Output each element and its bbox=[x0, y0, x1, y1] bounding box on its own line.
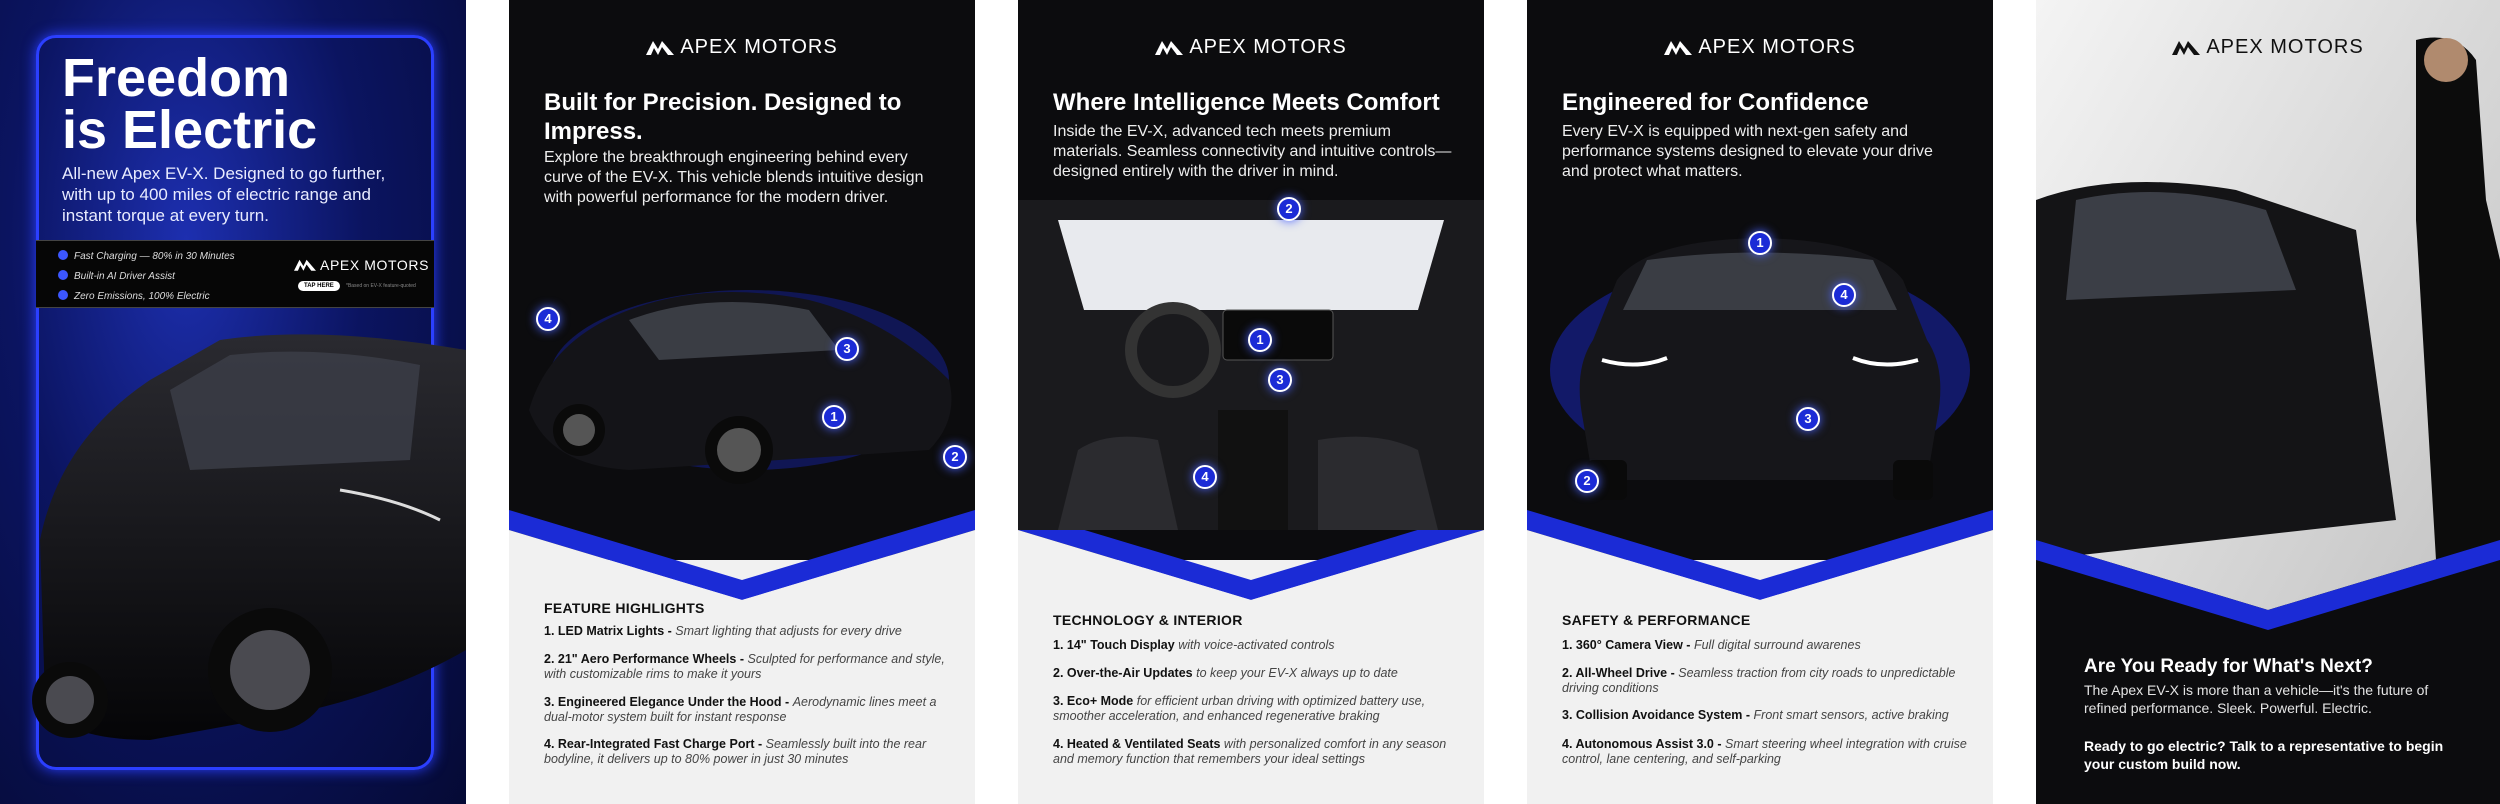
leaf-icon bbox=[58, 290, 68, 300]
car-image bbox=[509, 250, 975, 510]
feature-item: 1. 14" Touch Display with voice-activated controls bbox=[1053, 638, 1335, 652]
brand-mark-icon bbox=[2172, 39, 2200, 55]
hotspot-3[interactable]: 3 bbox=[835, 337, 859, 361]
brand-mark-icon bbox=[294, 258, 316, 271]
hotspot-1[interactable]: 1 bbox=[1248, 328, 1272, 352]
feature-item: 4. Autonomous Assist 3.0 - Smart steering wheel integration with cruise control, lane centering, and self-parking bbox=[1562, 737, 1967, 766]
car-side-image bbox=[0, 320, 466, 770]
hotspot-1[interactable]: 1 bbox=[822, 405, 846, 429]
cta-callout[interactable]: Ready to go electric? Talk to a representative to begin your custom build now. bbox=[2084, 738, 2444, 772]
chevron-accent bbox=[1527, 510, 1993, 620]
hotspot-4[interactable]: 4 bbox=[536, 307, 560, 331]
brand-logo: APEX MOTORS bbox=[1018, 36, 1484, 59]
feature-item: 1. LED Matrix Lights - Smart lighting that adjusts for every drive bbox=[544, 624, 902, 638]
ai-icon bbox=[58, 270, 68, 280]
hotspot-4[interactable]: 4 bbox=[1832, 283, 1856, 307]
section-heading: FEATURE HIGHLIGHTS bbox=[544, 600, 705, 616]
feature-item: 1. 360° Camera View - Full digital surround awarenes bbox=[1562, 638, 1861, 652]
info-row: Built-in AI Driver Assist bbox=[58, 270, 175, 282]
brand-mark-icon bbox=[1155, 39, 1183, 55]
section-heading: TECHNOLOGY & INTERIOR bbox=[1053, 612, 1243, 628]
feature-item: 4. Heated & Ventilated Seats with personalized comfort in any season and memory function that remembers your ideal settings bbox=[1053, 737, 1447, 766]
interior-panel bbox=[1018, 0, 1484, 804]
tap-here-button[interactable]: TAP HERE bbox=[298, 281, 340, 291]
hotspot-2[interactable]: 2 bbox=[1277, 197, 1301, 221]
section-heading: SAFETY & PERFORMANCE bbox=[1562, 612, 1751, 628]
headline: Freedom is Electric bbox=[62, 48, 318, 160]
cta-text: The Apex EV-X is more than a vehicle—it's the future of refined performance. Sleek. Powerful. Electric. bbox=[2084, 682, 2429, 716]
bolt-icon bbox=[58, 250, 68, 260]
feature-item: 2. All-Wheel Drive - Seamless traction from city roads to unpredictable driving conditions bbox=[1562, 666, 1956, 695]
brand-logo: APEX MOTORS bbox=[509, 36, 975, 59]
cover-panel bbox=[0, 0, 466, 804]
hotspot-4[interactable]: 4 bbox=[1193, 465, 1217, 489]
cta-panel bbox=[2036, 0, 2500, 804]
panel-desc: Explore the breakthrough engineering behind every curve of the EV-X. This vehicle blends intuitive design with powerful performance for the modern driver. bbox=[544, 149, 924, 206]
panel-title: Where Intelligence Meets Comfort bbox=[1053, 89, 1440, 116]
brand-mark-icon bbox=[1664, 39, 1692, 55]
feature-item: 2. 21" Aero Performance Wheels - Sculpted for performance and style, with customizable rims to make it yours bbox=[544, 652, 945, 681]
panel-title: Built for Precision. Designed to Impress. bbox=[544, 89, 902, 145]
info-row: Zero Emissions, 100% Electric bbox=[58, 290, 210, 302]
feature-item: 3. Eco+ Mode for efficient urban driving with optimized battery use, smoother acceleration, and enhanced regenerative braking bbox=[1053, 694, 1426, 723]
subtext: All-new Apex EV-X. Designed to go further, with up to 400 miles of electric range and instant torque at every turn. bbox=[62, 164, 386, 225]
brand-logo: APEX MOTORS bbox=[294, 257, 429, 273]
info-bar bbox=[36, 240, 434, 308]
cta-headline: Are You Ready for What's Next? bbox=[2084, 656, 2373, 677]
safety-panel bbox=[1527, 0, 1993, 804]
panel-desc: Every EV-X is equipped with next-gen safety and performance systems designed to elevate your drive and protect what matters. bbox=[1562, 123, 1933, 180]
car-front-image bbox=[1527, 220, 1993, 510]
hotspot-1[interactable]: 1 bbox=[1748, 231, 1772, 255]
features-panel bbox=[509, 0, 975, 804]
hotspot-3[interactable]: 3 bbox=[1268, 368, 1292, 392]
brand-logo: APEX MOTORS bbox=[1527, 36, 1993, 59]
fine-print: *Based on EV-X feature-quoted bbox=[346, 283, 416, 289]
info-row: Fast Charging — 80% in 30 Minutes bbox=[58, 250, 235, 262]
panel-title: Engineered for Confidence bbox=[1562, 89, 1869, 116]
feature-item: 4. Rear-Integrated Fast Charge Port - Seamlessly built into the rear bodyline, it delivers up to 80% power in just 30 minutes bbox=[544, 737, 927, 766]
hotspot-2[interactable]: 2 bbox=[1575, 469, 1599, 493]
brand-mark-icon bbox=[646, 39, 674, 55]
interior-image bbox=[1018, 200, 1484, 530]
feature-item: 3. Engineered Elegance Under the Hood - Aerodynamic lines meet a dual-motor system built for instant response bbox=[544, 695, 937, 724]
hotspot-3[interactable]: 3 bbox=[1796, 407, 1820, 431]
brand-logo: APEX MOTORS bbox=[2036, 36, 2500, 59]
feature-item: 3. Collision Avoidance System - Front smart sensors, active braking bbox=[1562, 708, 1949, 722]
feature-item: 2. Over-the-Air Updates to keep your EV-X always up to date bbox=[1053, 666, 1398, 680]
hotspot-2[interactable]: 2 bbox=[943, 445, 967, 469]
panel-desc: Inside the EV-X, advanced tech meets premium materials. Seamless connectivity and intuitive controls—designed entirely with the driver in mind. bbox=[1053, 123, 1452, 180]
